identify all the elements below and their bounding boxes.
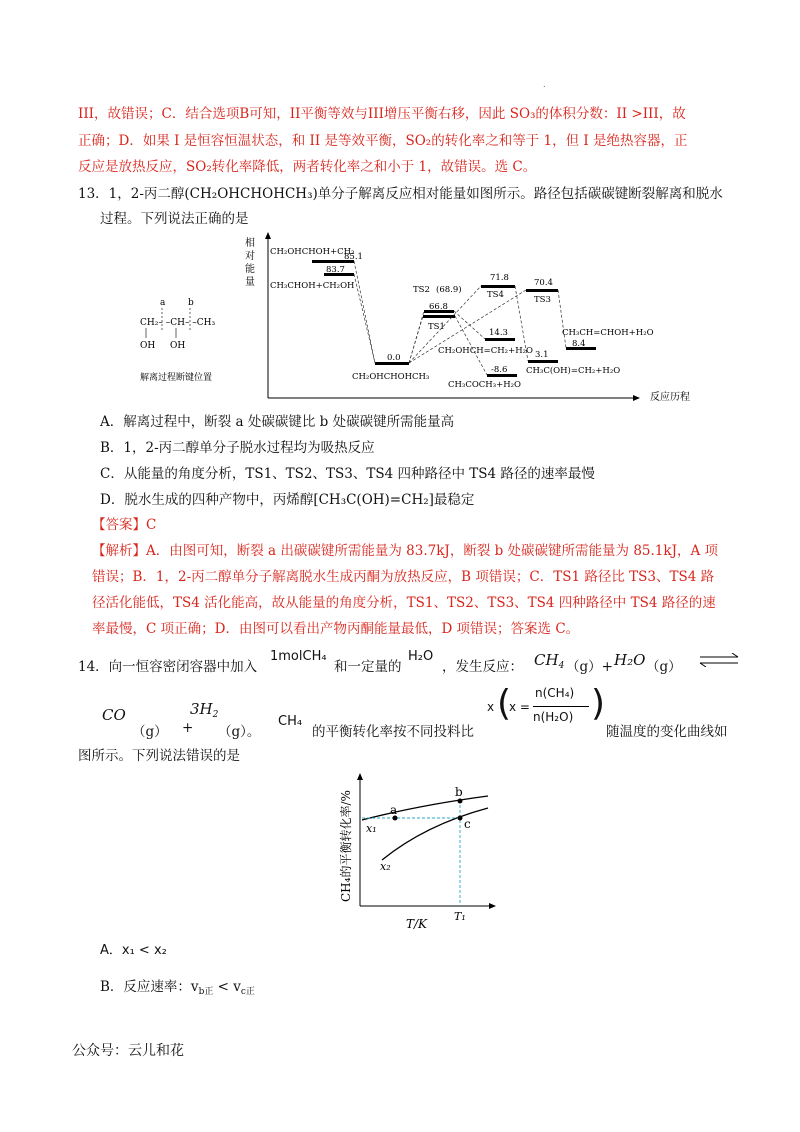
q14-co: CO [102, 706, 126, 724]
q14-stem-2 [78, 683, 738, 750]
label-x1: x₁ [366, 822, 377, 835]
ratio-formula [483, 682, 606, 738]
conv-x-label: T/K [406, 917, 428, 931]
ratio-eq: x = [509, 700, 530, 714]
struct-row: CH₂– –CH– –CH₃ [140, 318, 216, 328]
answer-tag: 【答案】 [92, 517, 146, 533]
q13-analysis-1 [92, 539, 732, 564]
q13-option-d: D．脱水生成的四种产物中，丙烯醇[CH₃C(OH)=CH₂]最稳定 [100, 492, 475, 508]
label-b: b [455, 785, 463, 799]
label-p2: CH₃CHOH+CH₂OH [270, 281, 355, 291]
ratio-bar [533, 706, 589, 707]
label-start-v: 0.0 [387, 353, 401, 363]
equilibrium-arrow-icon [698, 653, 740, 667]
struct-a: a [160, 298, 166, 308]
q14-g4: （g）。 [218, 724, 261, 740]
footer-text: 公众号：云儿和花 [72, 1043, 184, 1059]
q14-h2: $3H_2$ [190, 700, 219, 720]
label-start: CH₂OHCHOHCH₃ [352, 372, 430, 382]
x-arrow [633, 395, 640, 401]
x-axis-label: 反应历程 [650, 392, 690, 403]
ratio-paren-close: ) [591, 683, 606, 724]
label-v7: 8.4 [572, 339, 586, 349]
analysis-tag: 【解析】 [92, 543, 146, 559]
label-p5: CH₃C(OH)=CH₂+H₂O [526, 366, 621, 376]
q14-s3: 随温度的变化曲线如 [606, 724, 728, 740]
label-ts4v: 71.8 [490, 273, 509, 283]
y-arrow [265, 232, 271, 239]
q14-ch4: $CH_4$ [534, 651, 565, 671]
y-label-2: 对 [245, 251, 255, 262]
label-v4: 14.3 [489, 328, 508, 338]
label-ts4: TS4 [487, 290, 504, 300]
q13-option-a: A．解离过程中，断裂 a 处碳碳键比 b 处碳碳键所需能量高 [100, 414, 455, 430]
ratio-x: x [487, 700, 495, 714]
ratio-num: n(CH₄) [535, 686, 575, 700]
level-ts4 [481, 285, 515, 288]
level-ts1 [423, 315, 455, 318]
q14-s1e: ，发生反应： [442, 659, 523, 675]
label-x2: x₂ [380, 860, 391, 873]
prev-solution-line-1: III，故错误；C．结合选项B可知，II平衡等效与III增压平衡右移，因此 SO₃的体积分数：II >III，故 [78, 106, 686, 122]
level-3-1 [528, 360, 558, 363]
q14-stem-1 [78, 645, 738, 685]
q14-option-a: A．x₁ < x₂ [100, 943, 167, 958]
q14-stem-3: 图所示。下列说法错误的是 [78, 748, 240, 764]
struct-oh-2: OH [170, 341, 186, 351]
label-ts2v: (68.9) [436, 285, 462, 295]
q14-s1c: 和一定量的 [334, 659, 402, 675]
label-p1: CH₂OHCHOH+CH₃ [270, 247, 355, 257]
analysis-text-1: A．由图可知，断裂 a 出碳碳键所需能量为 83.7kJ，断裂 b 处碳碳键所需能量为 85.1kJ，A 项 [146, 543, 719, 559]
conversion-figure [330, 770, 500, 935]
label-v6: 3.1 [535, 350, 549, 360]
q13-answer [92, 513, 742, 538]
q13-analysis-3: 径活化能低，TS4 活化能高，故从能量的角度分析，TS1、TS2、TS3、TS4 四种路径中 TS4 路径的速 [92, 595, 716, 611]
label-c: c [464, 817, 471, 831]
point-b [458, 799, 463, 804]
curve-x2 [382, 808, 488, 860]
level-14-3 [485, 338, 515, 341]
q14-g1: （g）+ [566, 659, 613, 675]
q13-analysis-2: 错误；B．1，2-丙二醇单分子解离脱水生成丙酮为放热反应，B 项错误；C．TS1 路径比 TS3、TS4 路 [92, 569, 715, 585]
q13-analysis-4: 率最慢，C 项正确；D．由图可以看出产物丙酮能量最低，D 项错误；答案选 C。 [92, 621, 580, 637]
q14-ch4b: CH₄ [278, 714, 303, 729]
level-ts3 [526, 289, 558, 292]
label-ts3: TS3 [534, 295, 551, 305]
q13-stem-1: 13．1，2-丙二醇(CH₂OHCHOHCH₃)单分子解离反应相对能量如图所示。路径包括碳碳键断裂解离和脱水 [78, 186, 723, 202]
q14-s1a: 14．向一恒容密闭容器中加入 [78, 659, 258, 675]
q13-stem-2: 过程。下列说法正确的是 [100, 211, 249, 227]
prev-solution-line-3: 反应是放热反应，SO₂转化率降低，两者转化率之和小于 1，故错误。选 C。 [78, 159, 537, 175]
q14-option-b: B．反应速率：$v_{b正} < v_{c正}$ [100, 979, 255, 997]
y-label-4: 量 [245, 277, 255, 288]
struct-caption: 解离过程断键位置 [140, 373, 213, 383]
q14-s1b: 1molCH₄ [270, 649, 327, 664]
label-ts1: TS1 [428, 322, 445, 332]
label-p6: CH₃CH=CHOH+H₂O [562, 328, 654, 338]
point-c [458, 816, 463, 821]
q14-g3: （g） [132, 724, 168, 740]
struct-b: b [188, 298, 194, 308]
label-v1: 85.1 [344, 252, 363, 262]
answer-value: C [146, 517, 157, 533]
ratio-den: n(H₂O) [533, 710, 574, 724]
label-a: a [390, 803, 398, 817]
energy-profile-figure [130, 230, 710, 410]
ratio-paren-open: ( [497, 683, 512, 724]
label-t1: T₁ [454, 910, 466, 923]
label-ts2: TS2 [413, 285, 430, 295]
q14-h2o: H₂O [614, 651, 646, 669]
conv-y-label: CH₄的平衡转化率/% [339, 790, 353, 902]
y-label-3: 能 [245, 264, 255, 275]
prev-solution-line-2: 正确；D．如果 I 是恒容恒温状态，和 II 是等效平衡，SO₂的转化率之和等于 1，但 I 是绝热容器，正 [78, 133, 688, 149]
q14-s1d: H₂O [408, 649, 434, 664]
q13-option-c: C．从能量的角度分析，TS1、TS2、TS3、TS4 四种路径中 TS4 路径的速率最慢 [100, 466, 595, 482]
y-label-1: 相 [245, 238, 255, 249]
q14-s2: 的平衡转化率按不同投料比 [312, 724, 474, 740]
q14-plus: + [182, 720, 194, 736]
struct-oh-1: OH [140, 341, 156, 351]
label-ts3v: 70.4 [534, 278, 553, 288]
q14-g2: （g） [646, 659, 682, 675]
label-v3: 66.8 [429, 302, 448, 312]
page-dot: . [543, 80, 546, 89]
label-p3: CH₂OHCH=CH₂+H₂O [438, 346, 533, 356]
label-p4: CH₃COCH₃+H₂O [448, 380, 522, 390]
q13-option-b: B．1，2-丙二醇单分子脱水过程均为吸热反应 [100, 440, 375, 456]
label-v2: 83.7 [326, 265, 345, 275]
label-v5: -8.6 [491, 365, 508, 375]
